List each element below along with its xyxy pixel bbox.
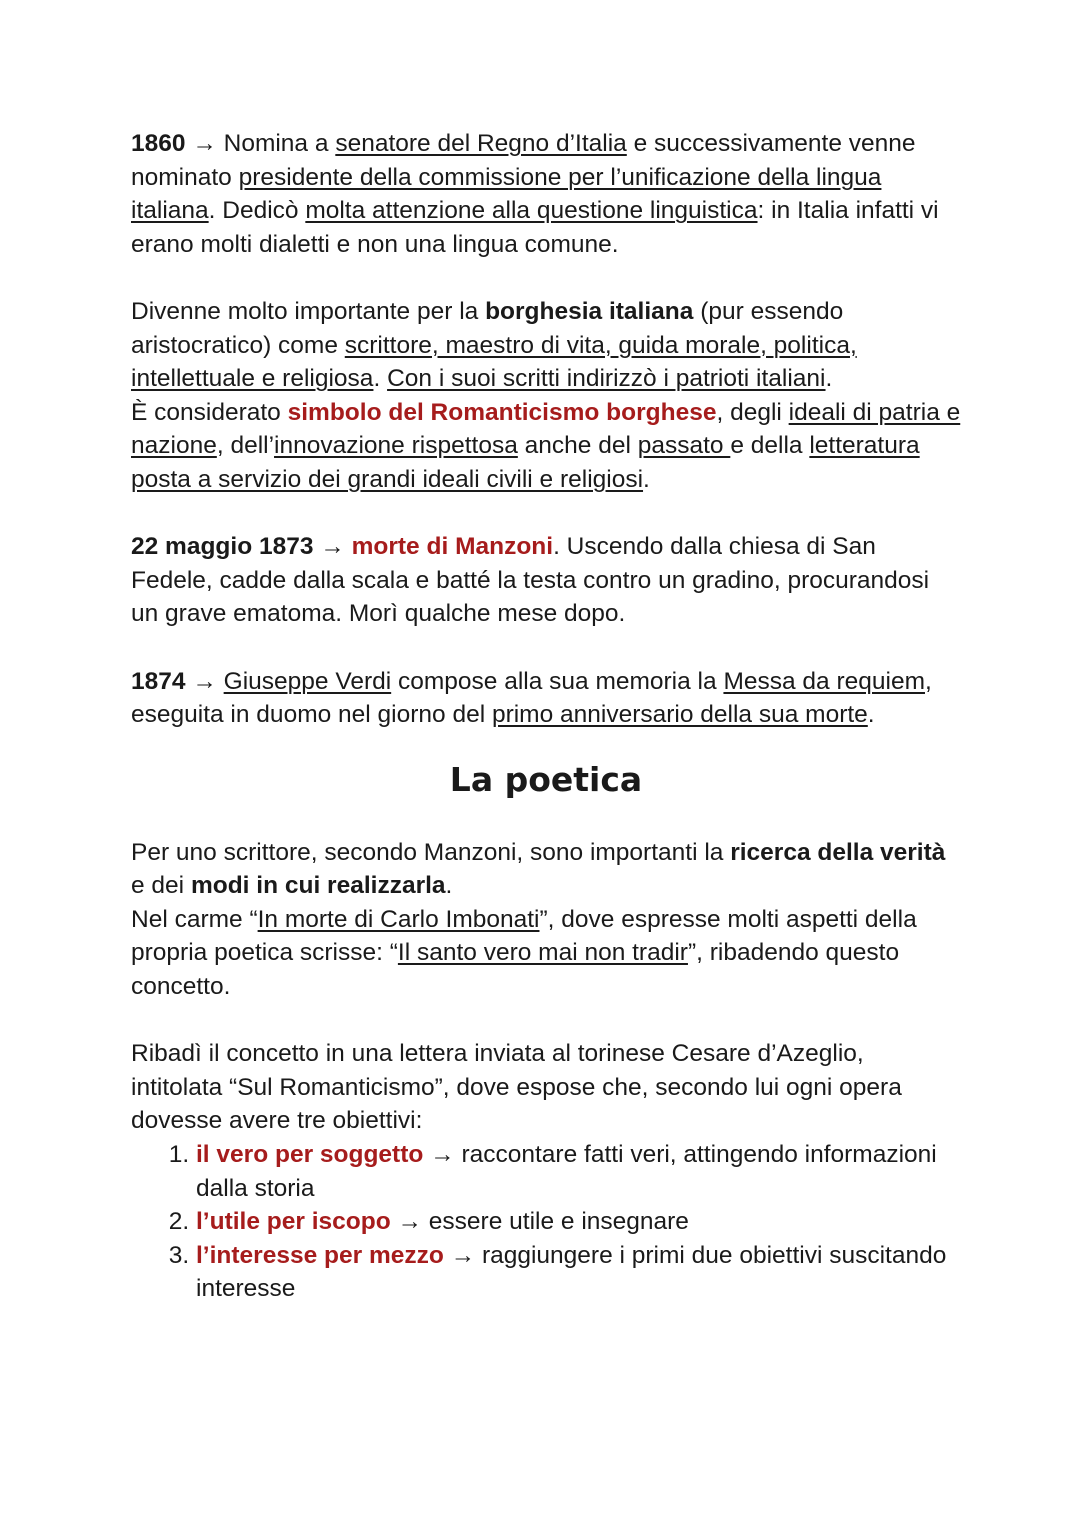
spacer — [131, 1004, 961, 1038]
underlined-presidente: presidente della commissione per l’unificazione della lingua italiana — [131, 163, 882, 225]
paragraph-ricerca-verita — [131, 836, 961, 903]
underlined-patrioti: Con i suoi scritti indirizzò i patrioti italiani — [387, 365, 826, 393]
bold-borghesia-italiana: borghesia italiana — [485, 297, 694, 325]
arrow: → — [313, 533, 352, 561]
underlined-santo-vero: Il santo vero mai non tradir — [397, 939, 688, 967]
text: Nomina a — [223, 130, 336, 157]
text: . — [643, 465, 650, 493]
underlined-innovazione: innovazione rispettosa — [274, 432, 518, 460]
underlined-senatore: senatore del Regno d’Italia — [335, 130, 627, 157]
list-item-text: → raccontare fatti veri, attingendo informazioni dalla storia — [196, 1141, 937, 1202]
spacer — [131, 631, 961, 665]
paragraph-1860 — [131, 127, 961, 261]
paragraph-simbolo — [131, 396, 961, 497]
text: (pur essendo aristocratico) come — [131, 297, 844, 359]
text: : in Italia infatti vi erano molti dialetti e non una lingua comune. — [131, 197, 939, 258]
underlined-messa-requiem: Messa da requiem — [723, 667, 925, 695]
underlined-passato: passato — [637, 432, 731, 460]
year-1860: 1860 — [131, 130, 186, 157]
text: anche del — [517, 432, 638, 460]
text: , dell’ — [216, 432, 275, 460]
paragraph-1874 — [131, 665, 961, 732]
text: Divenne molto importante per la — [131, 297, 486, 325]
text: Per uno scrittore, secondo Manzoni, sono importanti la — [131, 838, 731, 866]
arrow: → — [185, 667, 224, 695]
text: Ribadì il concetto in una lettera inviata al torinese Cesare d’Azeglio, intitolata “Sul Romanticismo”, dove espose che, secondo lui ogni opera dovesse avere tre obiettivi: — [131, 1040, 902, 1135]
text: . Dedicò — [208, 197, 306, 225]
text: , degli — [716, 398, 789, 426]
bold-modi: modi in cui realizzarla — [190, 872, 446, 900]
text: È considerato — [131, 398, 288, 426]
underlined-ideali: ideali di patria e nazione — [131, 398, 961, 460]
highlight-utile: l’utile per iscopo — [196, 1208, 391, 1236]
paragraph-lettera — [131, 1037, 961, 1138]
text: Nel carme “ — [131, 905, 258, 933]
objectives-list — [131, 1138, 961, 1306]
list-item — [196, 1138, 961, 1205]
text: ”, dove espresse molti aspetti della propria poetica scrisse: “ — [131, 905, 917, 967]
text: . Uscendo dalla chiesa di San Fedele, cadde dalla scala e batté la testa contro un gradino, procurandosi un grave ematoma. Morì qualche mese dopo. — [131, 533, 930, 628]
text: e della — [730, 432, 810, 460]
text: ”, ribadendo questo concetto. — [131, 939, 900, 1001]
list-item-text: → essere utile e insegnare — [390, 1208, 689, 1236]
highlight-vero: il vero per soggetto — [196, 1141, 424, 1169]
document-page — [131, 127, 961, 1306]
underlined-verdi: Giuseppe Verdi — [223, 667, 392, 695]
list-item — [196, 1205, 961, 1239]
list-item — [196, 1239, 961, 1306]
highlight-morte-manzoni: morte di Manzoni — [351, 533, 554, 561]
list-item-text: → raggiungere i primi due obiettivi suscitando interesse — [196, 1241, 947, 1303]
underlined-scrittore: scrittore, maestro di vita, guida morale, politica, intellettuale e religiosa — [131, 331, 857, 393]
paragraph-carme — [131, 903, 961, 1004]
text: . — [373, 365, 388, 393]
text: . — [445, 872, 453, 900]
text: e dei — [131, 872, 191, 900]
arrow: → — [185, 130, 224, 157]
paragraph-1873 — [131, 530, 961, 631]
date-1873: 22 maggio 1873 — [131, 533, 314, 561]
underlined-imbonati: In morte di Carlo Imbonati — [257, 905, 540, 933]
year-1874: 1874 — [131, 667, 186, 695]
text: e successivamente venne nominato — [131, 130, 916, 191]
section-heading: La poetica — [449, 759, 643, 799]
text: compose alla sua memoria la — [391, 667, 724, 695]
text: , eseguita in duomo nel giorno del — [131, 667, 932, 729]
paragraph-borghesia — [131, 295, 961, 396]
underlined-letteratura: letteratura posta a servizio dei grandi ideali civili e religiosi — [131, 432, 920, 493]
spacer — [131, 261, 961, 295]
text: . — [825, 365, 833, 393]
highlight-simbolo-romanticismo: simbolo del Romanticismo borghese — [287, 398, 717, 426]
text: . — [867, 701, 875, 729]
bold-ricerca-verita: ricerca della verità — [730, 838, 946, 866]
highlight-interesse: l’interesse per mezzo — [196, 1241, 444, 1269]
underlined-anniversario: primo anniversario della sua morte — [491, 701, 868, 729]
underlined-questione-linguistica: molta attenzione alla questione linguistica — [305, 197, 758, 225]
spacer — [131, 497, 961, 531]
